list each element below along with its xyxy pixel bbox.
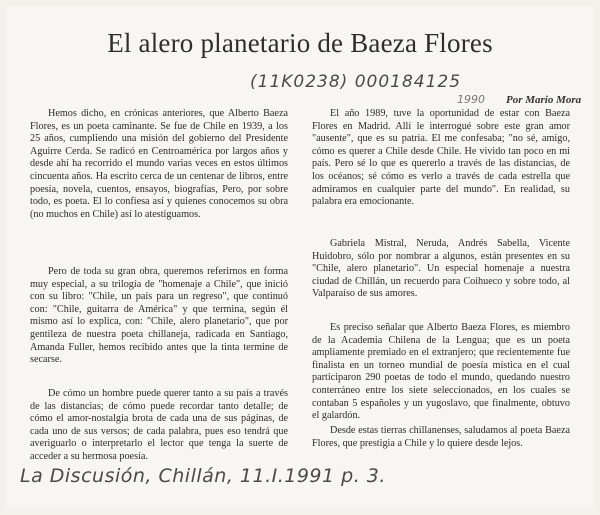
paragraph-text: Desde estas tierras chillanenses, saludamos al poeta Baeza Flores, que prestigia a Chile y lo quiere desde lejos. (312, 425, 570, 449)
paragraph-text: Pero de toda su gran obra, queremos referirnos en forma muy especial, a su trilogía de "homenaje a Chile", que inició con su libro: "Chile, un país para un regreso", que continuó con: "Chile, guitarra de América" y que termina, según él mismo así lo explica, con: "Chile, alero planetario", que por gentileza de nuestra poeta chillaneja, radicada en Santiago, Amanda Fuller, hemos recibido antes que la tinta termine de secarse. (30, 266, 288, 366)
paragraph-text: Hemos dicho, en crónicas anteriores, que Alberto Baeza Flores, es un poeta caminante. Se fue de Chile en 1939, a los 25 años, cumpliendo una misión del gobierno del Presidente Aguirre Cerda. Se radicó en Centroamérica por largos años y desde ahí ha recorrido el mundo varias veces en estos últimos cincuenta años. Ha escrito cerca de un centenar de libros, entre poesía, novela, cuentos, ensayos, biografías, Pero, por sobre todo, es poeta. El lo confiesa así y quienes conocemos su obra (no muchos en Chile) así lo atestiguamos. (30, 108, 288, 220)
paragraph-text: Es preciso señalar que Alberto Baeza Flores, es miembro de la Academia Chilena de la Lengua; que es un poeta ampliamente premiado en el extranjero; que recientemente fue finalista en un torneo mundial de poesía mística en el cual participaron 290 poetas de todo el mundo, quedando nuestro conterráneo entre los siete seleccionados, en los cuales se contaban 5 españoles y un yugoslavo, que finalmente, obtuvo el galardón. (312, 322, 570, 422)
paragraph-text: Gabriela Mistral, Neruda, Andrés Sabella, Vicente Huidobro, sólo por nombrar a algunos, están presentes en su "Chile, alero planetario". Un especial homenaje a nuestra ciudad de Chillán, un recuerdo para Coihueco y sobre todo, al Valparaíso de sus amores. (312, 238, 570, 300)
article-paragraph (312, 322, 570, 423)
handwritten-source-citation: La Discusión, Chillán, 11.I.1991 p. 3. (20, 465, 386, 487)
handwritten-year: 1990 (457, 93, 485, 106)
article-paragraph (312, 238, 570, 301)
article-paragraph (312, 425, 570, 450)
article-title: El alero planetario de Baeza Flores (107, 28, 493, 58)
article-paragraph (30, 266, 288, 367)
paragraph-text: El año 1989, tuve la oportunidad de estar con Baeza Flores en Madrid. Allí le interrogué sobre este gran amor "ausente", que es su patria. El me confesaba; "no sé, amigo, cómo es querer a Chile desde Chile. He vivido tan poco en mi país. Pero sé lo que es quererlo a través de las distancias, de los océanos; sé cómo es verlo a través de cada estrella que admiramos en cualquier parte del mundo". En realidad, su palabra era emocionante. (312, 108, 570, 208)
article-paragraph (30, 108, 288, 221)
article-paragraph (30, 388, 288, 464)
article-byline: Por Mario Mora (506, 94, 582, 106)
paragraph-text: De cómo un hombre puede querer tanto a su país a través de las distancias; de cómo puede recordar tanto detalle; de cómo el amor-nostalgia brota de cada una de sus páginas, de cada uno de sus versos; de cada palabra, pues eso tendrá que averiguarlo o interpretarlo el lector que tenga la suerte de acceder a su hermosa poesía. (30, 388, 288, 462)
handwritten-catalog-code: (11K0238) 000184125 (250, 72, 462, 92)
article-paragraph (312, 108, 570, 209)
